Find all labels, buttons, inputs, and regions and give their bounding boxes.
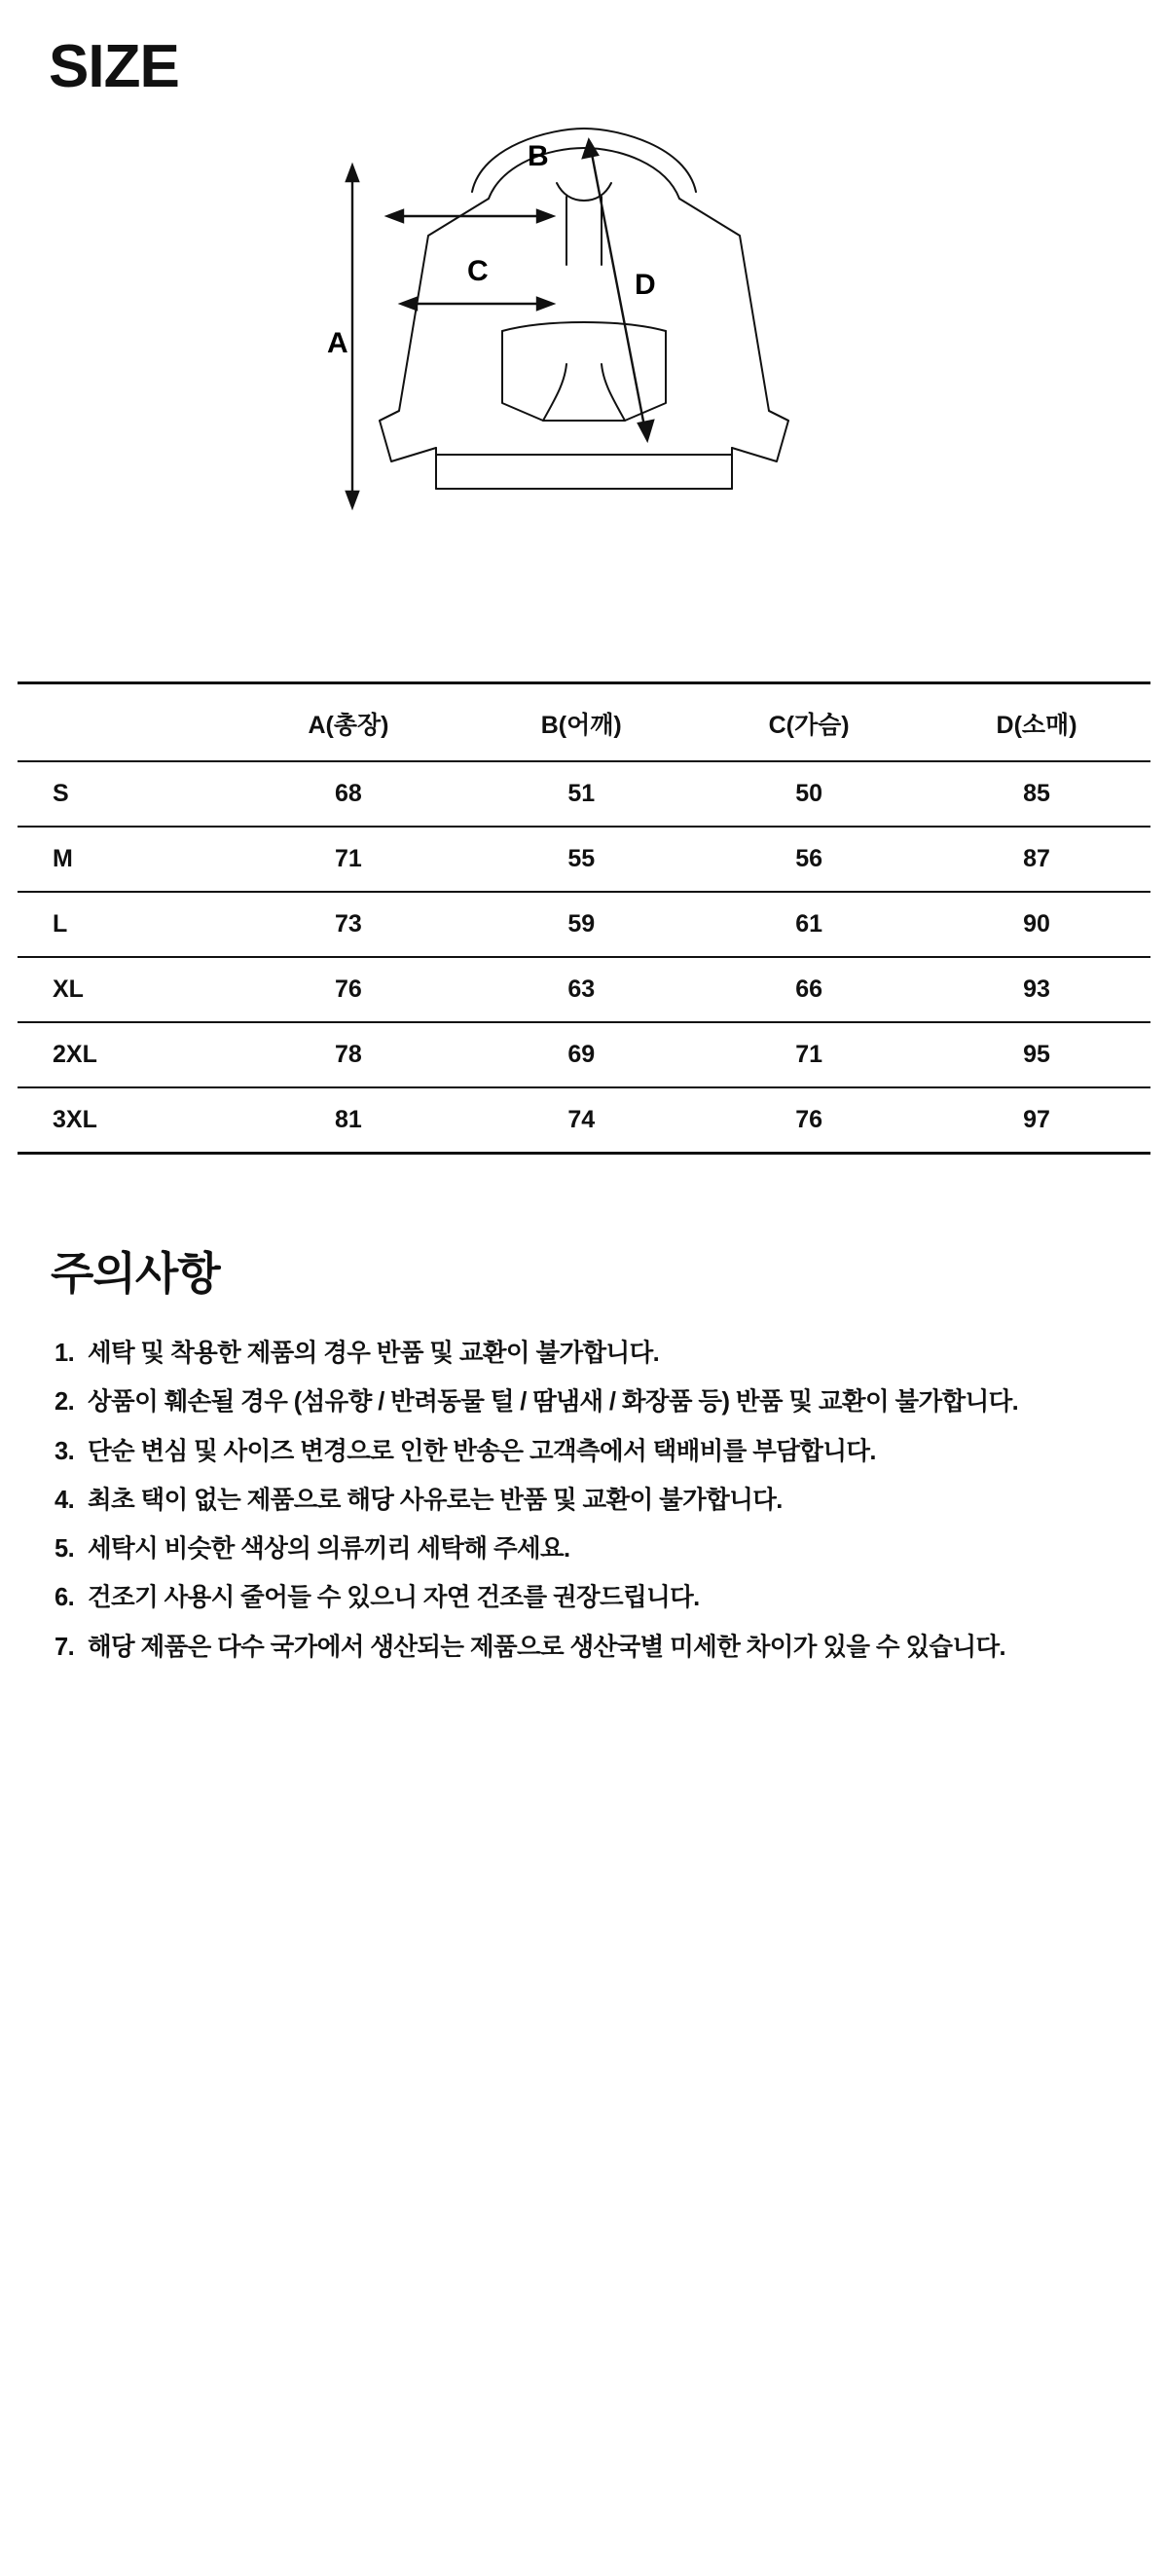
cell-c: 76 xyxy=(795,1106,823,1133)
cell-b: 74 xyxy=(567,1106,596,1133)
list-item: 건조기 사용시 줄어들 수 있으니 자연 건조를 권장드립니다. xyxy=(88,1584,700,1612)
table-row xyxy=(18,1022,1150,1087)
cell-b: 69 xyxy=(567,1041,596,1068)
column-header-b: B(어깨) xyxy=(467,684,695,761)
cell-d: 90 xyxy=(1023,910,1050,938)
label-a: A xyxy=(327,327,348,359)
cell-d: 93 xyxy=(1023,975,1050,1003)
notice-list xyxy=(29,1334,1139,1668)
cell-a: 81 xyxy=(335,1106,362,1133)
cell-c: 66 xyxy=(795,975,823,1003)
column-header-a: A(총장) xyxy=(230,684,468,761)
list-item: 최초 택이 없는 제품으로 해당 사유로는 반품 및 교환이 불가합니다. xyxy=(88,1486,783,1514)
cell-d: 85 xyxy=(1023,780,1050,807)
page-title: SIZE xyxy=(49,33,179,100)
cell-b: 55 xyxy=(567,845,596,872)
size-table xyxy=(18,681,1150,1155)
notice-title: 주의사항 xyxy=(51,1248,220,1299)
list-item: 단순 변심 및 사이즈 변경으로 인한 반송은 고객측에서 택배비를 부담합니다. xyxy=(88,1437,876,1465)
label-b: B xyxy=(528,140,549,172)
cell-size: M xyxy=(53,845,73,872)
table-row xyxy=(18,761,1150,827)
column-header-c: C(가슴) xyxy=(695,684,923,761)
cell-size: L xyxy=(53,910,68,938)
list-item: 세탁시 비슷한 색상의 의류끼리 세탁해 주세요. xyxy=(88,1535,570,1564)
cell-size: 3XL xyxy=(53,1106,97,1133)
cell-a: 71 xyxy=(335,845,362,872)
cell-size: 2XL xyxy=(53,1041,97,1068)
cell-a: 73 xyxy=(335,910,362,938)
table-row xyxy=(18,892,1150,957)
cell-c: 71 xyxy=(795,1041,823,1068)
cell-d: 95 xyxy=(1023,1041,1050,1068)
label-d: D xyxy=(635,269,656,301)
cell-d: 87 xyxy=(1023,845,1050,872)
hoodie-illustration xyxy=(311,119,857,625)
cell-size: XL xyxy=(53,975,84,1003)
cell-c: 56 xyxy=(795,845,823,872)
list-item: 세탁 및 착용한 제품의 경우 반품 및 교환이 불가합니다. xyxy=(88,1340,660,1367)
cell-b: 59 xyxy=(567,910,596,938)
table-row xyxy=(18,957,1150,1022)
size-guide-page xyxy=(0,33,1168,2576)
list-item: 해당 제품은 다수 국가에서 생산되는 제품으로 생산국별 미세한 차이가 있을 수 있습니다. xyxy=(88,1633,1006,1661)
cell-b: 51 xyxy=(567,780,596,807)
cell-d: 97 xyxy=(1023,1106,1050,1133)
cell-c: 61 xyxy=(795,910,823,938)
cell-b: 63 xyxy=(567,975,596,1003)
cell-a: 78 xyxy=(335,1041,362,1068)
label-c: C xyxy=(467,255,489,287)
column-header-d: D(소매) xyxy=(923,684,1150,761)
column-header-size xyxy=(18,684,230,761)
cell-c: 50 xyxy=(795,780,823,807)
cell-a: 76 xyxy=(335,975,362,1003)
cell-size: S xyxy=(53,780,69,807)
table-row xyxy=(18,1087,1150,1152)
table-row xyxy=(18,827,1150,892)
cell-a: 68 xyxy=(335,780,362,807)
table-header-row xyxy=(18,684,1150,761)
hoodie-measurement-diagram xyxy=(8,119,1160,664)
list-item: 상품이 훼손될 경우 (섬유향 / 반려동물 털 / 땀냄새 / 화장품 등) 반품 및 교환이 불가합니다. xyxy=(88,1388,1019,1417)
notice-section xyxy=(8,1238,1160,1715)
